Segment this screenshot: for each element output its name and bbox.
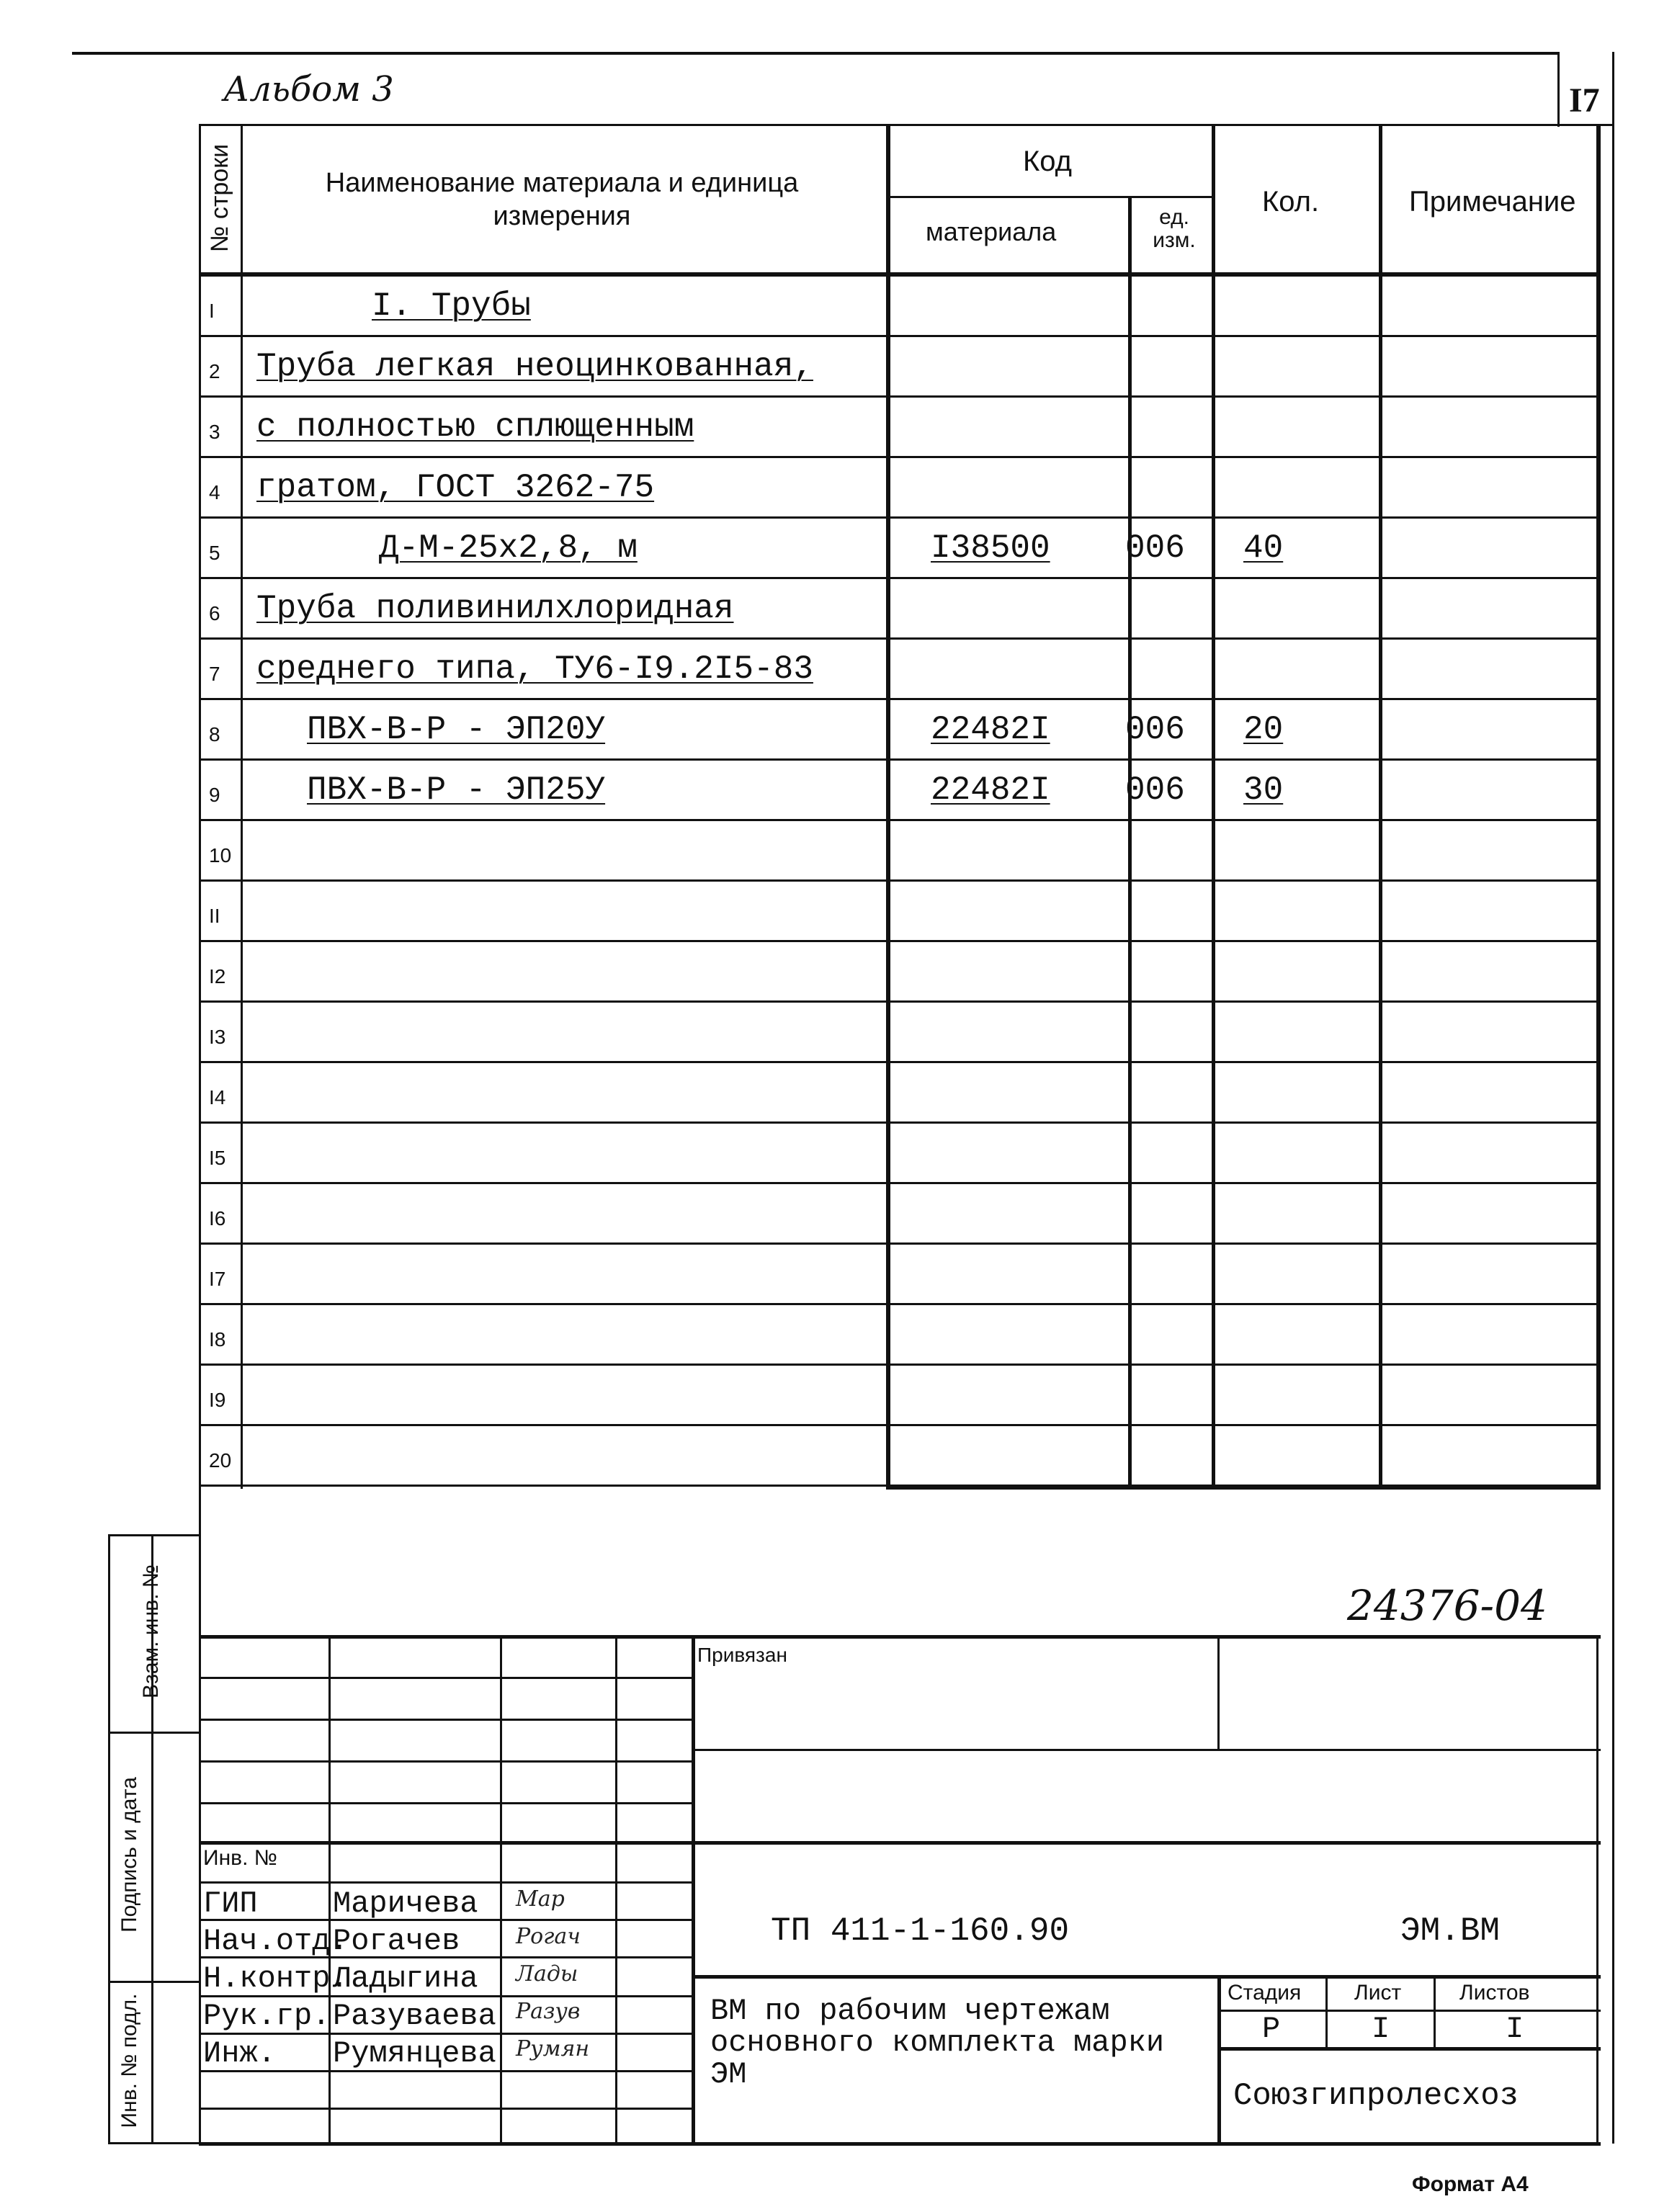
stamp-col-4: [692, 1635, 695, 2142]
stamp-bottom-line: [199, 2142, 1601, 2146]
stamp-stage-divider-2: [1434, 1975, 1436, 2047]
header-code-material: материала: [926, 217, 1057, 246]
staff-role: ГИП: [203, 1886, 258, 1921]
row-code: 22482I: [931, 771, 1050, 809]
sheets-value: I: [1506, 2012, 1524, 2046]
row-number: I6: [209, 1207, 226, 1230]
header-rownum: № строки: [206, 143, 233, 253]
row-number: 6: [209, 602, 220, 624]
row-qty: 40: [1243, 529, 1284, 567]
row-unit: 006: [1125, 711, 1185, 748]
table-top-border: [199, 124, 1612, 126]
row-number: I9: [209, 1389, 226, 1411]
stamp-line-8: [199, 1881, 692, 1884]
row-name: I. Трубы: [372, 287, 531, 325]
table-row: [199, 458, 1601, 519]
table-row: [199, 398, 1601, 458]
table-row: [199, 1124, 1601, 1184]
staff-name: Румянцева: [333, 2036, 496, 2071]
stamp-line-2: [199, 1677, 692, 1679]
row-number: 4: [209, 481, 220, 503]
document-mark: ЭМ.ВМ: [1400, 1912, 1501, 1950]
header-code: Код: [1023, 145, 1073, 177]
row-name: Труба легкая неоцинкованная,: [256, 348, 813, 385]
row-number: 8: [209, 723, 220, 745]
row-number: 10: [209, 844, 232, 867]
stamp-line-15: [1217, 2047, 1601, 2051]
row-code: 22482I: [931, 711, 1050, 748]
album-label: Альбом 3: [223, 69, 394, 109]
row-number: 7: [209, 663, 220, 685]
row-qty: 20: [1243, 711, 1284, 748]
staff-row: [199, 1884, 692, 1922]
staff-row: [199, 1959, 692, 1997]
staff-name: Ладыгина: [333, 1961, 478, 1996]
staff-signature: Румян: [516, 2036, 590, 2061]
sheet-number: I7: [1569, 81, 1600, 120]
archive-number: 24376-04: [1347, 1581, 1547, 1630]
stamp-block-divider: [1217, 1975, 1221, 2142]
table-row: [199, 1003, 1601, 1063]
row-qty: 30: [1243, 771, 1284, 809]
side-strip-top: [108, 1534, 199, 1536]
stage-label: Стадия: [1228, 1981, 1302, 2005]
frame-right-line: [1612, 127, 1614, 2144]
stamp-right-line: [1596, 1635, 1598, 2144]
side-label-podpis: Подпись и дата: [117, 1777, 141, 1933]
table-row: [199, 1426, 1601, 1487]
table-row: [199, 337, 1601, 398]
row-unit: 006: [1125, 529, 1185, 567]
header-code-unit: ед. изм.: [1153, 205, 1196, 252]
staff-name: Рогачев: [333, 1924, 460, 1958]
privyazan-label: Привязан: [697, 1644, 787, 1666]
row-divider: [199, 1485, 1601, 1487]
stamp-top-line: [199, 1635, 1601, 1639]
table-row: [199, 640, 1601, 700]
row-number: II: [209, 905, 220, 927]
sheet-number-box-left: [1557, 52, 1560, 127]
row-number: I8: [209, 1328, 226, 1351]
organization: Союзгипролесхоз: [1233, 2078, 1519, 2114]
sheet-number-box-right: [1612, 52, 1614, 127]
code-subheader-line: [886, 196, 1212, 198]
top-border-line: [72, 52, 1559, 55]
stamp-stage-divider-1: [1325, 1975, 1328, 2047]
inv-no-label: Инв. №: [203, 1846, 277, 1870]
stamp-line-7: [199, 1841, 1601, 1845]
stamp-line-6: [199, 1802, 692, 1804]
row-number: I3: [209, 1026, 226, 1048]
row-number: 9: [209, 784, 220, 806]
row-number: 20: [209, 1449, 232, 1472]
document-title: ВМ по рабочим чертежам основного комплекта марки ЭМ: [710, 1994, 1165, 2092]
row-number: 5: [209, 542, 220, 564]
row-number: I7: [209, 1268, 226, 1290]
staff-role: Инж.: [203, 2036, 276, 2071]
stage-value: Р: [1262, 2012, 1281, 2046]
staff-signature: Рогач: [516, 1924, 581, 1949]
staff-role: Нач.отд.: [203, 1924, 349, 1958]
row-number: I4: [209, 1086, 226, 1109]
row-name: среднего типа, ТУ6-I9.2I5-83: [256, 650, 813, 688]
table-row: [199, 519, 1601, 579]
header-qty: Кол.: [1262, 186, 1320, 218]
row-unit: 006: [1125, 771, 1185, 809]
row-number: I2: [209, 965, 226, 988]
header-note: Примечание: [1409, 186, 1576, 218]
staff-row: [199, 2034, 692, 2072]
staff-row: [199, 1922, 692, 1959]
stamp-line-3: [199, 1719, 692, 1721]
row-name: с полностью сплющенным: [256, 408, 694, 446]
table-row: [199, 1305, 1601, 1366]
staff-role: Н.контр.: [203, 1961, 349, 1996]
staff-name: Разуваева: [333, 1999, 496, 2033]
staff-role: Рук.гр.: [203, 1999, 331, 2033]
side-label-inv-podl: Инв. № подл.: [117, 1993, 141, 2128]
row-name: ПВХ-В-Р - ЭП25У: [307, 771, 606, 809]
format-label: Формат А4: [1412, 2172, 1529, 2196]
row-name: Труба поливинилхлоридная: [256, 590, 734, 627]
stamp-line-5: [199, 1760, 692, 1763]
stamp-line-17: [199, 2108, 692, 2110]
row-number: I5: [209, 1147, 226, 1169]
table-row: [199, 1184, 1601, 1245]
table-row: [199, 882, 1601, 942]
sheet-label: Лист: [1354, 1981, 1402, 2005]
header-name: Наименование материала и единица измерения: [325, 168, 799, 231]
side-label-vzam: Взам. инв. №: [139, 1564, 163, 1698]
staff-row: [199, 1997, 692, 2034]
sheet-value: I: [1372, 2012, 1390, 2046]
table-row: [199, 1366, 1601, 1426]
row-name: ПВХ-В-Р - ЭП20У: [307, 711, 606, 748]
row-number: 2: [209, 360, 220, 382]
staff-signature: Разув: [516, 1999, 581, 2024]
table-row: [199, 1063, 1601, 1124]
stamp-line-11: [692, 1975, 1601, 1979]
row-number: 3: [209, 421, 220, 443]
staff-signature: Лады: [516, 1961, 578, 1987]
row-code: I38500: [931, 529, 1050, 567]
project-code: ТП 411-1-160.90: [771, 1912, 1070, 1950]
table-row: [199, 942, 1601, 1003]
side-strip-left: [108, 1534, 110, 2142]
row-name: гратом, ГОСТ 3262-75: [256, 469, 655, 506]
table-row: [199, 821, 1601, 882]
staff-name: Маричева: [333, 1886, 478, 1921]
staff-signature: Мар: [516, 1886, 565, 1912]
table-row: [199, 579, 1601, 640]
stamp-line-4: [692, 1749, 1601, 1751]
table-row: [199, 700, 1601, 761]
side-strip-sep-1: [108, 1732, 199, 1734]
table-row: [199, 277, 1601, 337]
table-row: [199, 1245, 1601, 1305]
row-number: I: [209, 300, 215, 322]
stamp-privyazan-divider: [1217, 1635, 1220, 1749]
row-name: Д-М-25х2,8, м: [379, 529, 638, 567]
sheets-label: Листов: [1459, 1981, 1530, 2005]
table-row: [199, 761, 1601, 821]
